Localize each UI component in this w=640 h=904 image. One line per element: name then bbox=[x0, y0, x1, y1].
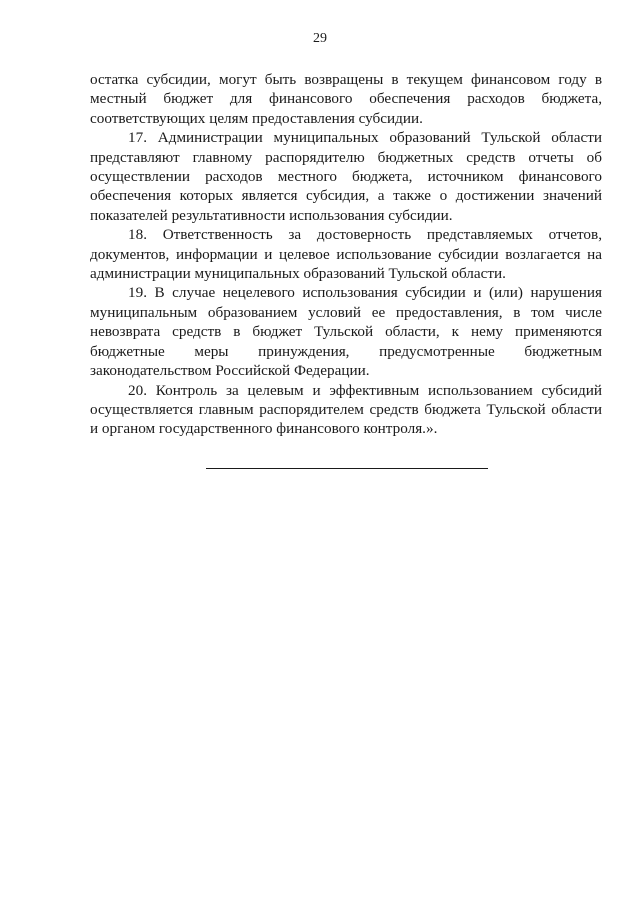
paragraph-item-20: 20. Контроль за целевым и эффективным использованием субсидий осуществляется главным распорядителем средств бюджета Тульской области и органом государственного финансового контроля.». bbox=[90, 381, 602, 438]
paragraph-item-18: 18. Ответственность за достоверность представляемых отчетов, документов, информации и целевое использование субсидии возлагается на администрации муниципальных образований Тульской области. bbox=[90, 226, 602, 283]
paragraph-item-19: 19. В случае нецелевого использования субсидии и (или) нарушения муниципальным образованием условий ее предоставления, в том числе невозврата средств в бюджет Тульской области, к нему применяются бюджетные меры принуждения, предусмотренные бюджетным законодательством Российской Федерации. bbox=[90, 284, 602, 380]
end-of-text-divider bbox=[206, 468, 488, 469]
paragraph-continuation: остатка субсидии, могут быть возвращены в текущем финансовом году в местный бюджет для финансового обеспечения расходов бюджета, соответствующих целям предоставления субсидии. bbox=[90, 71, 602, 127]
paragraph-item-17: 17. Администрации муниципальных образований Тульской области представляют главному распорядителю бюджетных средств отчеты об осуществлении расходов местного бюджета, источником финансового обеспечения которых является субсидия, а также о достижении значений показателей результативности использования субсидии. bbox=[90, 129, 602, 224]
page-number: 29 bbox=[313, 31, 327, 46]
document-body bbox=[90, 70, 602, 439]
